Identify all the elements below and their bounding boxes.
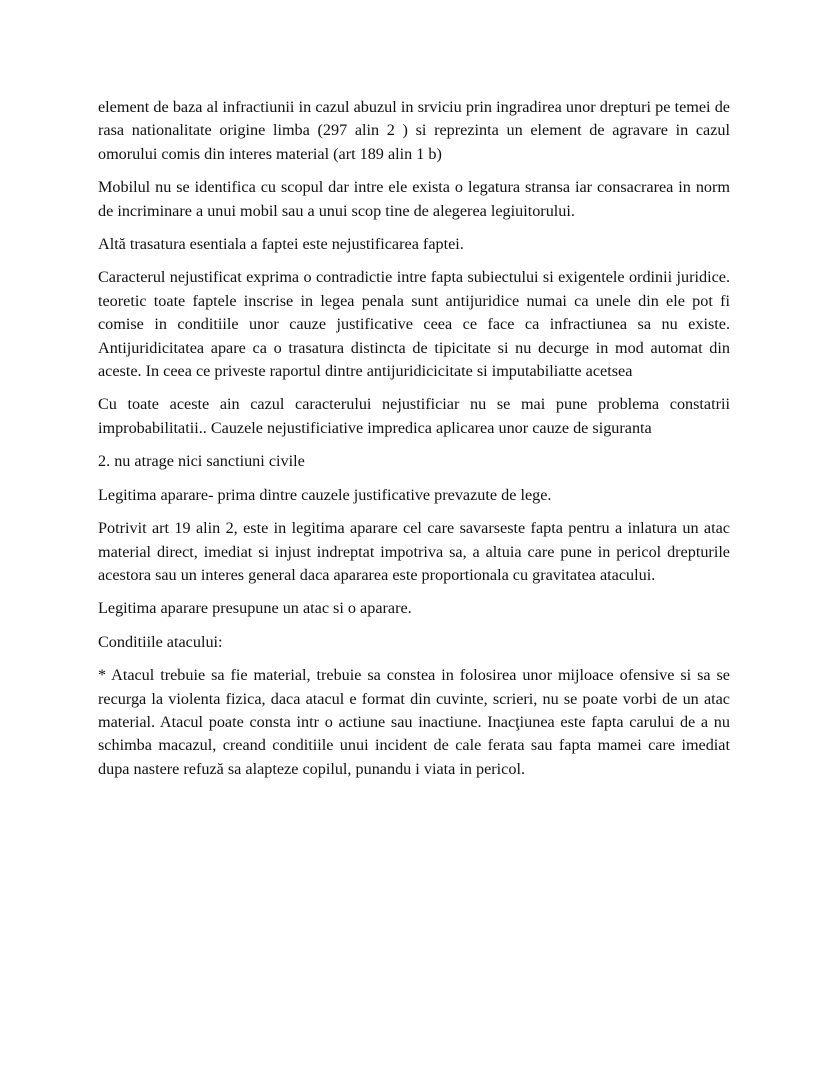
paragraph-mobilul: Mobilul nu se identifica cu scopul dar intre ele exista o legatura stransa iar consacrarea in norm de incriminare a unui mobil sau a unui scop tine de alegerea legiuitorului.	[98, 178, 730, 220]
paragraph-alta-trasatura: Altă trasatura esentiala a faptei este nejustificarea faptei.	[98, 235, 464, 254]
paragraph-atac-si-aparare: Legitima aparare presupune un atac si o aparare.	[98, 599, 412, 618]
paragraph-atacul-material: * Atacul trebuie sa fie material, trebuie sa constea in folosirea unor mijloace ofensive si sa se recurga la violenta fizica, daca atacul e format din cuvinte, scrieri, nu se poate vorbi de un atac material. Atacul poate consta intr o actiune sau inactiune. Inacţiunea este fapta carului de a nu schimba macazul, creand conditiile unui incident de cale ferata sau fapta mamei care imediat dupa nastere refuză sa alapteze copilul, punandu i viata in pericol.	[98, 666, 730, 778]
paragraph-conditiile-atacului: Conditiile atacului:	[98, 632, 223, 651]
paragraph-caracterul-nejustificat: Caracterul nejustificat exprima o contradictie intre fapta subiectului si exigentele ordinii juridice. teoretic toate faptele inscrise in legea penala sunt antijuridice numai ca unele din ele pot fi comise in conditiile unor cauze justificative ceea ce face ca infractiunea sa nu existe. Antijuridicitatea apare ca o trasatura distincta de tipicitate si nu decurge in mod automat din aceste. In ceea ce priveste raportul dintre antijuridicicitate si imputabiliatte acetsea	[98, 268, 730, 381]
paragraph-legitima-aparare-heading: Legitima aparare- prima dintre cauzele justificative prevazute de lege.	[98, 485, 552, 504]
paragraph-cu-toate-aceste: Cu toate aceste ain cazul caracterului nejustificiar nu se mai pune problema constatrii improbabilitatii.. Cauzele nejustificiative impredica aplicarea unor cauze de siguranta	[98, 395, 730, 437]
paragraph-element-de-baza: element de baza al infractiunii in cazul abuzul in srviciu prin ingradirea unor drepturi pe temei de rasa nationalitate origine limba (297 alin 2 ) si reprezinta un element de agravare in cazul omorului comis din interes material (art 189 alin 1 b)	[98, 98, 730, 163]
document-page	[98, 96, 730, 791]
paragraph-sanctiuni-civile: 2. nu atrage nici sanctiuni civile	[98, 452, 305, 471]
paragraph-potrivit-art-19: Potrivit art 19 alin 2, este in legitima aparare cel care savarseste fapta pentru a inlatura un atac material direct, imediat si injust indreptat impotriva sa, a altuia care pune in pericol drepturile acestora sau un interes general daca apararea este proportionala cu gravitatea atacului.	[98, 519, 730, 584]
